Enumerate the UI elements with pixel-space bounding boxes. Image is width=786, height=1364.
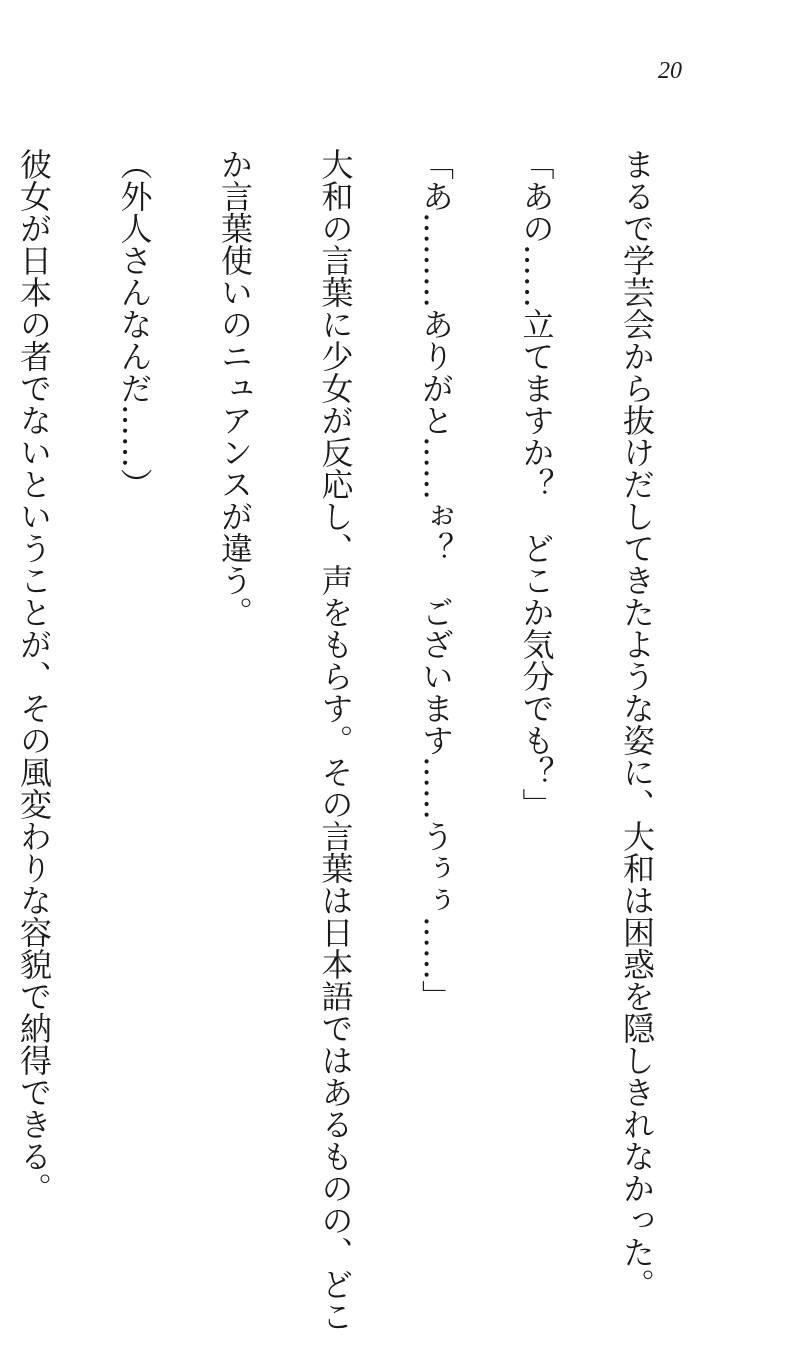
text-line: 「あ………ありがと……ぉ？ ございます……うぅぅ……」	[417, 148, 455, 1012]
text-line: 「あの……立てますか？ どこか気分でも？」	[517, 148, 556, 820]
text-line: 彼女が日本の者でないということが、その風変わりな容貌で納得できる。	[15, 148, 53, 1204]
page-number: 20	[658, 58, 682, 84]
text-line: 大和の言葉に少女が反応し、声をもらす。その言葉は日本語ではあるものの、どこ	[316, 148, 355, 1332]
text-line: まるで学芸会から抜けだしてきたような姿に、大和は困惑を隠しきれなかった。	[618, 148, 656, 1300]
text-line: （外人さんなんだ……）	[115, 148, 154, 500]
text-line: か言葉使いのニュアンスが違う。	[216, 148, 254, 628]
body-text	[0, 148, 720, 1332]
